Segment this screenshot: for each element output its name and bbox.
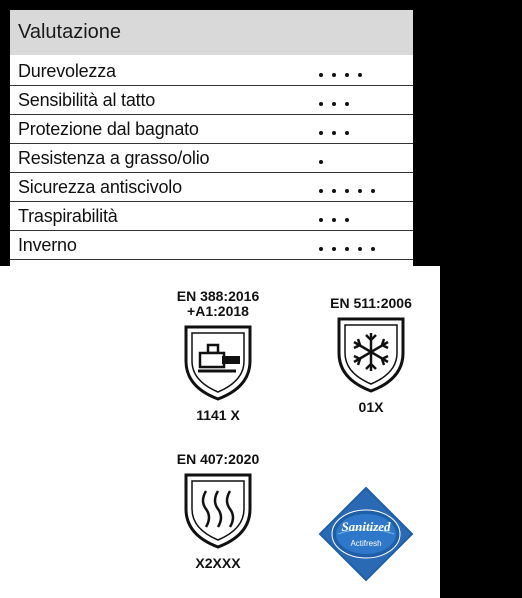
rating-dot <box>332 218 336 222</box>
snowflake-shield-icon <box>331 313 411 393</box>
rating-dot <box>358 247 362 251</box>
rating-row <box>10 202 413 231</box>
sanitized-brand: Sanitized <box>341 519 391 534</box>
rating-dot <box>332 131 336 135</box>
en511-code: 01X <box>358 399 384 415</box>
rating-dots <box>319 102 349 106</box>
rating-dot <box>332 189 336 193</box>
en388-badge <box>168 289 268 423</box>
sanitized-logo <box>314 486 418 587</box>
rating-dot <box>358 73 362 77</box>
rating-dot <box>319 218 323 222</box>
rating-dot <box>332 247 336 251</box>
rating-label: Inverno <box>18 235 77 255</box>
rating-row <box>10 144 413 173</box>
rating-dots <box>319 73 362 77</box>
sanitized-sub: Actifresh <box>350 539 382 548</box>
rating-dot <box>319 131 323 135</box>
en388-standard: EN 388:2016 +A1:2018 <box>176 288 260 319</box>
rating-row <box>10 231 413 260</box>
en511-standard: EN 511:2006 <box>330 295 412 311</box>
rating-label: Protezione dal bagnato <box>18 119 199 139</box>
rating-dot <box>345 218 349 222</box>
rating-dot <box>345 73 349 77</box>
hammer-shield-icon <box>178 321 258 401</box>
rating-row <box>10 173 413 202</box>
rating-dot <box>345 102 349 106</box>
en407-badge <box>168 452 268 571</box>
rating-label: Sicurezza antiscivolo <box>18 177 182 197</box>
rating-dot <box>371 189 375 193</box>
panel-title: Valutazione <box>10 10 413 55</box>
rating-dot <box>319 247 323 251</box>
en407-standard: EN 407:2020 <box>176 451 260 467</box>
rating-label: Sensibilità al tatto <box>18 90 156 110</box>
rating-dot <box>358 189 362 193</box>
rating-list <box>10 55 413 260</box>
rating-dots <box>319 218 349 222</box>
rating-panel <box>10 10 413 266</box>
rating-dot <box>371 247 375 251</box>
rating-dot <box>332 102 336 106</box>
rating-dots <box>319 189 375 193</box>
rating-dots <box>319 131 349 135</box>
rating-dots <box>319 160 323 164</box>
rating-dot <box>319 189 323 193</box>
rating-dot <box>319 160 323 164</box>
rating-dot <box>319 73 323 77</box>
rating-dots <box>319 247 375 251</box>
rating-label: Resistenza a grasso/olio <box>18 148 210 168</box>
en407-code: X2XXX <box>195 555 241 571</box>
rating-row <box>10 57 413 86</box>
rating-dot <box>319 102 323 106</box>
rating-label: Traspirabilità <box>18 206 118 226</box>
rating-dot <box>345 189 349 193</box>
rating-dot <box>332 73 336 77</box>
flame-shield-icon <box>178 469 258 549</box>
rating-row <box>10 115 413 144</box>
en511-badge <box>316 296 426 415</box>
rating-dot <box>345 247 349 251</box>
rating-dot <box>345 131 349 135</box>
en388-code: 1141 X <box>196 407 240 423</box>
rating-row <box>10 86 413 115</box>
rating-label: Durevolezza <box>18 61 116 81</box>
